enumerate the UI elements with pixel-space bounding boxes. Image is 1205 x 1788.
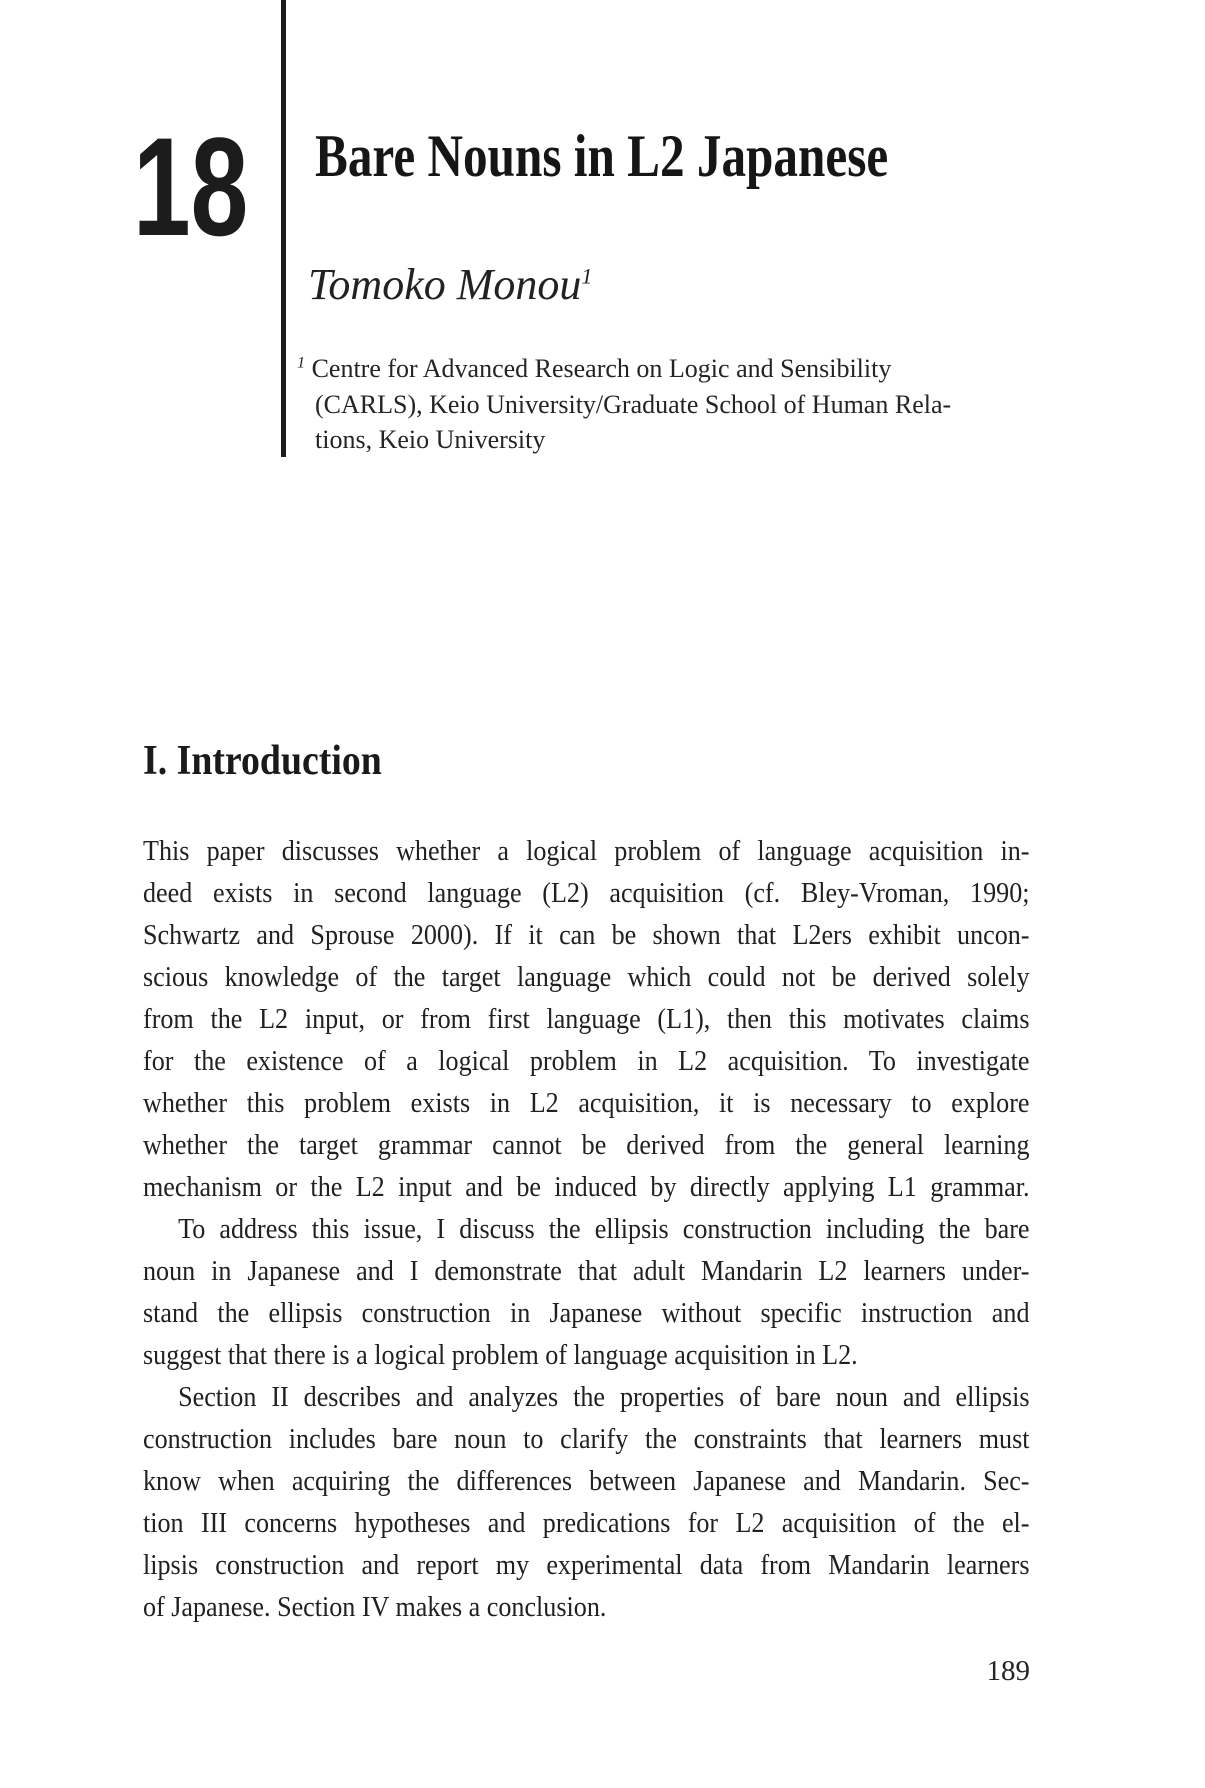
body-line: stand the ellipsis construction in Japanese without specific instruction and xyxy=(143,1297,1030,1329)
author-name-text: Tomoko Monou xyxy=(308,260,582,309)
footnote-marker: 1 xyxy=(297,354,306,372)
body-line: suggest that there is a logical problem of language acquisition in L2. xyxy=(143,1339,858,1371)
body-line: know when acquiring the differences between Japanese and Mandarin. Sec- xyxy=(143,1465,1030,1497)
body-line: construction includes bare noun to clarify the constraints that learners must xyxy=(143,1423,1030,1455)
footnote-line xyxy=(297,351,1055,387)
body-line: deed exists in second language (L2) acquisition (cf. Bley-Vroman, 1990; xyxy=(143,877,1030,909)
page-number: 189 xyxy=(986,1655,1030,1687)
chapter-number: 18 xyxy=(133,108,249,265)
paragraph-3 xyxy=(143,1376,1030,1628)
paragraph-2 xyxy=(143,1208,1030,1376)
chapter-title: Bare Nouns in L2 Japanese xyxy=(315,123,889,189)
body-line: This paper discusses whether a logical problem of language acquisition in- xyxy=(143,835,1030,867)
body-line: whether the target grammar cannot be derived from the general learning xyxy=(143,1129,1030,1161)
affiliation-footnote xyxy=(297,351,1055,458)
body-line: noun in Japanese and I demonstrate that adult Mandarin L2 learners under- xyxy=(143,1255,1030,1287)
footnote-line: (CARLS), Keio University/Graduate School of Human Rela- xyxy=(315,389,952,419)
body-line: lipsis construction and report my experimental data from Mandarin learners xyxy=(143,1549,1030,1581)
body-line: scious knowledge of the target language which could not be derived solely xyxy=(143,961,1030,993)
main-text-column xyxy=(143,740,1030,1628)
section-heading: I. Introduction xyxy=(143,738,382,784)
chapter-divider-rule xyxy=(281,0,286,457)
body-line: for the existence of a logical problem in L2 acquisition. To investigate xyxy=(143,1045,1030,1077)
body-line: Schwartz and Sprouse 2000). If it can be shown that L2ers exhibit uncon- xyxy=(143,919,1030,951)
body-line: mechanism or the L2 input and be induced by directly applying L1 grammar. xyxy=(143,1171,1030,1203)
body-line: of Japanese. Section IV makes a conclusion. xyxy=(143,1591,607,1623)
footnote-line-text: Centre for Advanced Research on Logic and Sensibility xyxy=(311,354,892,383)
body-line: whether this problem exists in L2 acquisition, it is necessary to explore xyxy=(143,1087,1030,1119)
paragraph-1 xyxy=(143,830,1030,1208)
body-line: To address this issue, I discuss the ellipsis construction including the bare xyxy=(178,1213,1030,1245)
body-line: Section II describes and analyzes the properties of bare noun and ellipsis xyxy=(178,1381,1030,1413)
author-name xyxy=(308,260,593,309)
author-footnote-marker: 1 xyxy=(581,263,593,289)
body-line: tion III concerns hypotheses and predications for L2 acquisition of the el- xyxy=(143,1507,1030,1539)
footnote-line: tions, Keio University xyxy=(315,425,546,454)
body-line: from the L2 input, or from first language (L1), then this motivates claims xyxy=(143,1003,1030,1035)
